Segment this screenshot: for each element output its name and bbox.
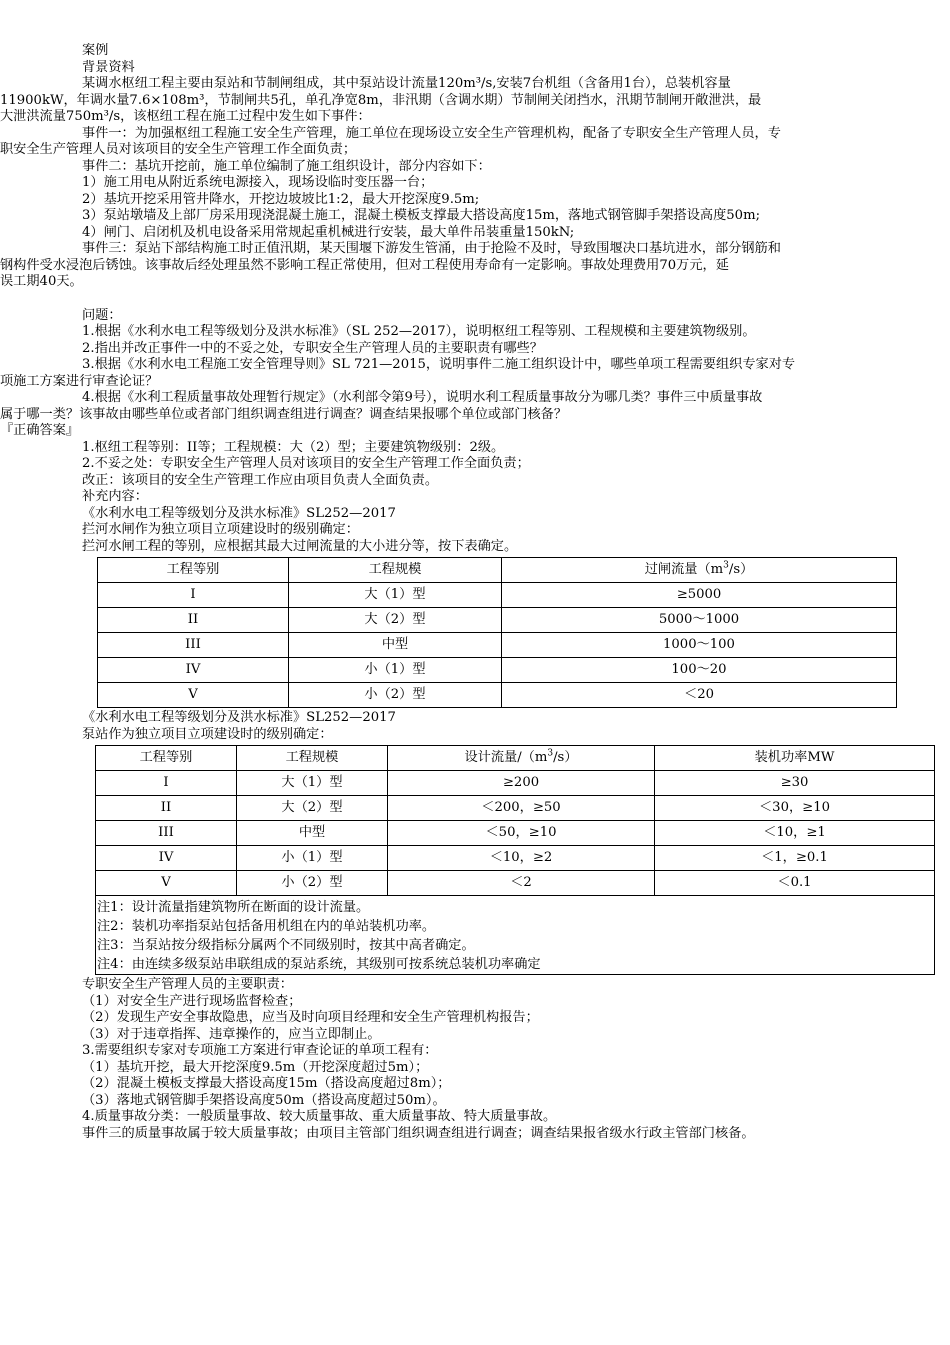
table-cell: ＜10，≥2 xyxy=(388,846,655,871)
sluice-table-desc: 拦河水闸工程的等别，应根据其最大过闸流量的大小进分等，按下表确定。 xyxy=(82,538,518,554)
questions-label: 问题： xyxy=(82,307,122,323)
table-notes-cell xyxy=(96,896,935,975)
pump-grade-table xyxy=(95,745,935,975)
duty-title: 专职安全生产管理人员的主要职责： xyxy=(82,977,293,992)
question-item: 3.根据《水利水电工程施工安全管理导则》SL 721—2015，说明事件二施工组织设计中，哪些单项工程需要组织专家对专 xyxy=(82,357,796,372)
table-cell: 小（2）型 xyxy=(289,683,502,708)
sluice-grade-table xyxy=(97,557,897,708)
table-row xyxy=(96,846,935,871)
event-line: 事件三：泵站下部结构施工时正值汛期，某天围堰下游发生管涌，由于抢险不及时，导致围堰决口基坑进水，部分钢筋和 xyxy=(82,241,781,256)
table-cell: 100～20 xyxy=(502,658,897,683)
duty-item: （3）对于违章指挥、违章操作的，应当立即制止。 xyxy=(82,1026,381,1042)
event-item: 1）施工用电从附近系统电源接入，现场设临时变压器一台； xyxy=(82,175,434,190)
question-item: 4.根据《水利工程质量事故处理暂行规定》（水利部令第9号），说明水利工程质量事故分为哪几类？事件三中质量事故 xyxy=(82,390,763,405)
pump-table-title: 泵站作为独立项目立项建设时的级别确定： xyxy=(82,726,333,742)
answers-section xyxy=(0,423,902,1142)
event-line: 钢构件受水浸泡后锈蚀。该事故后经处理虽然不影响工程正常使用，但对工程使用寿命有一定影响。事故处理费用70万元，延 xyxy=(0,257,729,273)
event-item: 4）闸门、启闭机及机电设备采用常规起重机械进行安装，最大单件吊装重量150kN; xyxy=(82,224,575,240)
question-item: 项施工方案进行审查论证？ xyxy=(0,373,159,389)
table-row xyxy=(98,658,897,683)
event-three xyxy=(0,241,902,291)
table-cell: 1000～100 xyxy=(502,633,897,658)
table-cell: II xyxy=(96,796,237,821)
table-cell: IV xyxy=(96,846,237,871)
table-cell: ＜20 xyxy=(502,683,897,708)
table-header-row xyxy=(98,558,897,583)
event-line: 事件一：为加强枢纽工程施工安全生产管理，施工单位在现场设立安全生产管理机构，配备了专职安全生产管理人员，专 xyxy=(82,125,781,141)
background-paragraph xyxy=(0,76,902,126)
answer-item: 2.不妥之处：专职安全生产管理人员对该项目的安全生产管理工作全面负责； xyxy=(82,456,530,471)
table-header-cell: 过闸流量$(m^3/s)$ xyxy=(502,558,897,583)
table-row xyxy=(98,583,897,608)
table-header-cell: 工程等别 xyxy=(98,558,289,583)
table-cell: 大（2）型 xyxy=(289,608,502,633)
answer-item: 4.质量事故分类：一般质量事故、较大质量事故、重大质量事故、特大质量事故。 xyxy=(82,1109,557,1124)
table-notes-row xyxy=(96,896,935,975)
table-cell: I xyxy=(96,771,237,796)
table-row xyxy=(98,608,897,633)
table-cell: 小（1）型 xyxy=(237,846,388,871)
answer-item: 改正：该项目的安全生产管理工作应由项目负责人全面负责。 xyxy=(82,472,439,488)
event-line: 职安全生产管理人员对该项目的安全生产管理工作全面负责； xyxy=(0,142,357,157)
event-item: 2）基坑开挖采用管井降水，开挖边坡坡比1:2，最大开挖深度9.5m; xyxy=(82,191,480,207)
table-cell: III xyxy=(96,821,237,846)
answer-item: 1.枢纽工程等别：II等；工程规模：大（2）型；主要建筑物级别：2级。 xyxy=(82,439,505,455)
question-item: 属于哪一类？该事故由哪些单位或者部门组织调查组进行调查？调查结果报哪个单位或部门核备？ xyxy=(0,406,568,422)
table-cell: 大（1）型 xyxy=(289,583,502,608)
table-cell: ＜2 xyxy=(388,871,655,896)
table-note: 注4：由连续多级泵站串联组成的泵站系统，其级别可按系统总装机功率确定 xyxy=(97,957,541,972)
background-line: 某调水枢纽工程主要由泵站和节制闸组成，其中泵站设计流量120m³/s,安装7台机组（含备用1台），总装机容量 xyxy=(82,76,731,91)
standard-reference: 《水利水电工程等级划分及洪水标准》SL252—2017 xyxy=(82,505,396,521)
table-cell: ＜200，≥50 xyxy=(388,796,655,821)
duty-item: （2）发现生产安全事故隐患，应当及时向项目经理和安全生产管理机构报告； xyxy=(82,1010,539,1025)
standard-reference: 《水利水电工程等级划分及洪水标准》SL252—2017 xyxy=(82,710,396,725)
table-header-row xyxy=(96,746,935,771)
table-cell: ≥30 xyxy=(655,771,935,796)
table-cell: V xyxy=(96,871,237,896)
answer-subitem: （2）混凝土模板支撑最大搭设高度15m（搭设高度超过8m）； xyxy=(82,1076,451,1091)
answers-label: 『正确答案』 xyxy=(0,423,80,438)
table-cell: 5000～1000 xyxy=(502,608,897,633)
table-cell: 小（1）型 xyxy=(289,658,502,683)
table-header-cell: 装机功率MW xyxy=(655,746,935,771)
table-cell: II xyxy=(98,608,289,633)
table-row xyxy=(96,796,935,821)
table-cell: I xyxy=(98,583,289,608)
table-cell: 中型 xyxy=(289,633,502,658)
table-note: 注1：设计流量指建筑物所在断面的设计流量。 xyxy=(97,900,370,915)
event-line: 误工期40天。 xyxy=(0,274,83,289)
background-line: 大泄洪流量750m³/s，该枢纽工程在施工过程中发生如下事件： xyxy=(0,109,371,124)
question-item: 2.指出并改正事件一中的不妥之处，专职安全生产管理人员的主要职责有哪些？ xyxy=(82,340,543,356)
answer-subitem: （1）基坑开挖，最大开挖深度9.5m（开挖深度超过5m）； xyxy=(82,1059,429,1075)
table-row xyxy=(98,633,897,658)
table-cell: 大（2）型 xyxy=(237,796,388,821)
table-header-cell: 工程规模 xyxy=(289,558,502,583)
background-line: 11900kW，年调水量7.6×108m³，节制闸共5孔，单孔净宽8m，非汛期（含调水期）节制闸关闭挡水，汛期节制闸开敞泄洪，最 xyxy=(0,92,762,108)
table-cell: IV xyxy=(98,658,289,683)
table-note: 注2：装机功率指泵站包括备用机组在内的单站装机功率。 xyxy=(97,919,436,934)
case-title: 案例 xyxy=(82,43,109,58)
table-cell: V xyxy=(98,683,289,708)
supplement-label: 补充内容： xyxy=(82,489,148,504)
table-note: 注3：当泵站按分级指标分属两个不同级别时，按其中高者确定。 xyxy=(97,938,475,953)
table-header-cell: 工程规模 xyxy=(237,746,388,771)
table-cell: ≥5000 xyxy=(502,583,897,608)
answer-item: 事件三的质量事故属于较大质量事故；由项目主管部门组织调查组进行调查；调查结果报省级水行政主管部门核备。 xyxy=(82,1125,755,1141)
event-one xyxy=(0,125,902,159)
sluice-table-title: 拦河水闸作为独立项目立项建设时的级别确定： xyxy=(82,522,359,537)
document-page xyxy=(0,43,902,1142)
table-cell: ＜10，≥1 xyxy=(655,821,935,846)
answer-subitem: （3）落地式钢管脚手架搭设高度50m（搭设高度超过50m）。 xyxy=(82,1092,446,1108)
answer-item: 3.需要组织专家对专项施工方案进行审查论证的单项工程有： xyxy=(82,1043,438,1058)
table-cell: ＜30，≥10 xyxy=(655,796,935,821)
section-background-title: 背景资料 xyxy=(82,59,135,75)
table-cell: 小（2）型 xyxy=(237,871,388,896)
table-header-cell: 设计流量$/(m^3/s)$ xyxy=(388,746,655,771)
questions-section xyxy=(0,307,902,424)
event-line: 事件二：基坑开挖前，施工单位编制了施工组织设计，部分内容如下： xyxy=(82,158,491,174)
table-row xyxy=(96,871,935,896)
table-cell: III xyxy=(98,633,289,658)
table-row xyxy=(96,771,935,796)
table-cell: ＜1，≥0.1 xyxy=(655,846,935,871)
duty-item: （1）对安全生产进行现场监督检查； xyxy=(82,993,302,1009)
table-row xyxy=(96,821,935,846)
table-cell: 大（1）型 xyxy=(237,771,388,796)
table-header-cell: 工程等别 xyxy=(96,746,237,771)
table-row xyxy=(98,683,897,708)
question-item: 1.根据《水利水电工程等级划分及洪水标准》（SL 252—2017），说明枢纽工程等别、工程规模和主要建筑物级别。 xyxy=(82,324,756,339)
table-cell: 中型 xyxy=(237,821,388,846)
table-cell: ＜0.1 xyxy=(655,871,935,896)
table-cell: ≥200 xyxy=(388,771,655,796)
event-item: 3）泵站墩墙及上部厂房采用现浇混凝土施工，混凝土模板支撑最大搭设高度15m，落地式钢管脚手架搭设高度50m; xyxy=(82,208,761,223)
table-cell: ＜50，≥10 xyxy=(388,821,655,846)
event-two xyxy=(82,159,902,242)
